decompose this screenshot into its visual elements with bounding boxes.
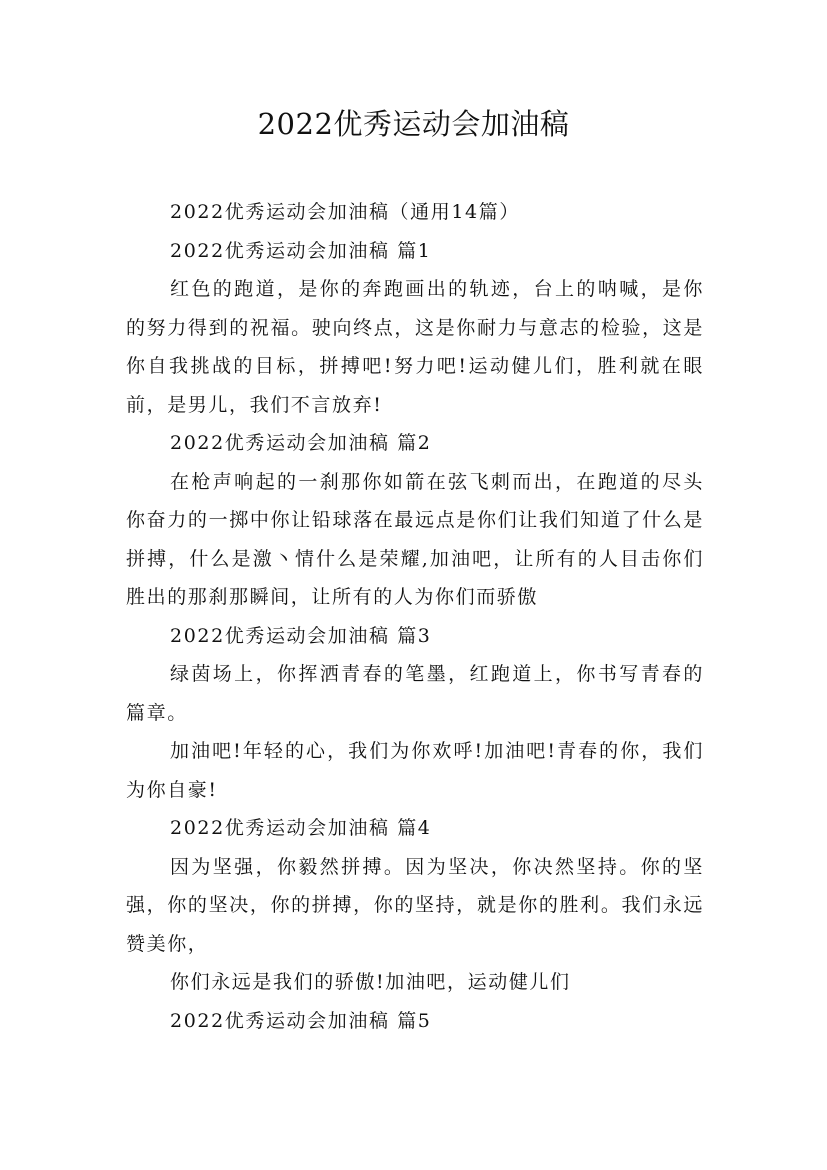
paragraph: 红色的跑道，是你的奔跑画出的轨迹，台上的呐喊，是你的努力得到的祝福。驶向终点，这是你耐力与意志的检验，这是你自我挑战的目标，拼搏吧!努力吧!运动健儿们，胜利就在眼前，是男儿，我们不言放弃! — [126, 278, 704, 416]
document-title: 2022优秀运动会加油稿 — [257, 107, 570, 141]
section-heading-5: 2022优秀运动会加油稿 篇5 — [170, 1009, 432, 1032]
section-heading-3: 2022优秀运动会加油稿 篇3 — [170, 624, 432, 647]
paragraph: 因为坚强，你毅然拼搏。因为坚决，你决然坚持。你的坚强，你的坚决，你的拼搏，你的坚持，就是你的胜利。我们永远赞美你， — [126, 855, 704, 955]
paragraph: 绿茵场上，你挥洒青春的笔墨，红跑道上，你书写青春的篇章。 — [126, 663, 704, 724]
document-body — [126, 193, 704, 1040]
paragraph: 你们永远是我们的骄傲!加油吧，运动健儿们 — [170, 971, 571, 993]
section-heading-1: 2022优秀运动会加油稿 篇1 — [170, 239, 432, 262]
paragraph-subtitle: 2022优秀运动会加油稿（通用14篇） — [170, 201, 520, 223]
paragraph: 加油吧!年轻的心，我们为你欢呼!加油吧!青春的你，我们为你自豪! — [126, 740, 704, 801]
paragraph: 在枪声响起的一刹那你如箭在弦飞刺而出，在跑道的尽头你奋力的一掷中你让铅球落在最远点是你们让我们知道了什么是拼搏，什么是激丶情什么是荣耀,加油吧，让所有的人目击你们胜出的那刹那瞬间，让所有的人为你们而骄傲 — [126, 470, 704, 608]
section-heading-2: 2022优秀运动会加油稿 篇2 — [170, 432, 432, 454]
section-heading-4: 2022优秀运动会加油稿 篇4 — [170, 817, 432, 839]
